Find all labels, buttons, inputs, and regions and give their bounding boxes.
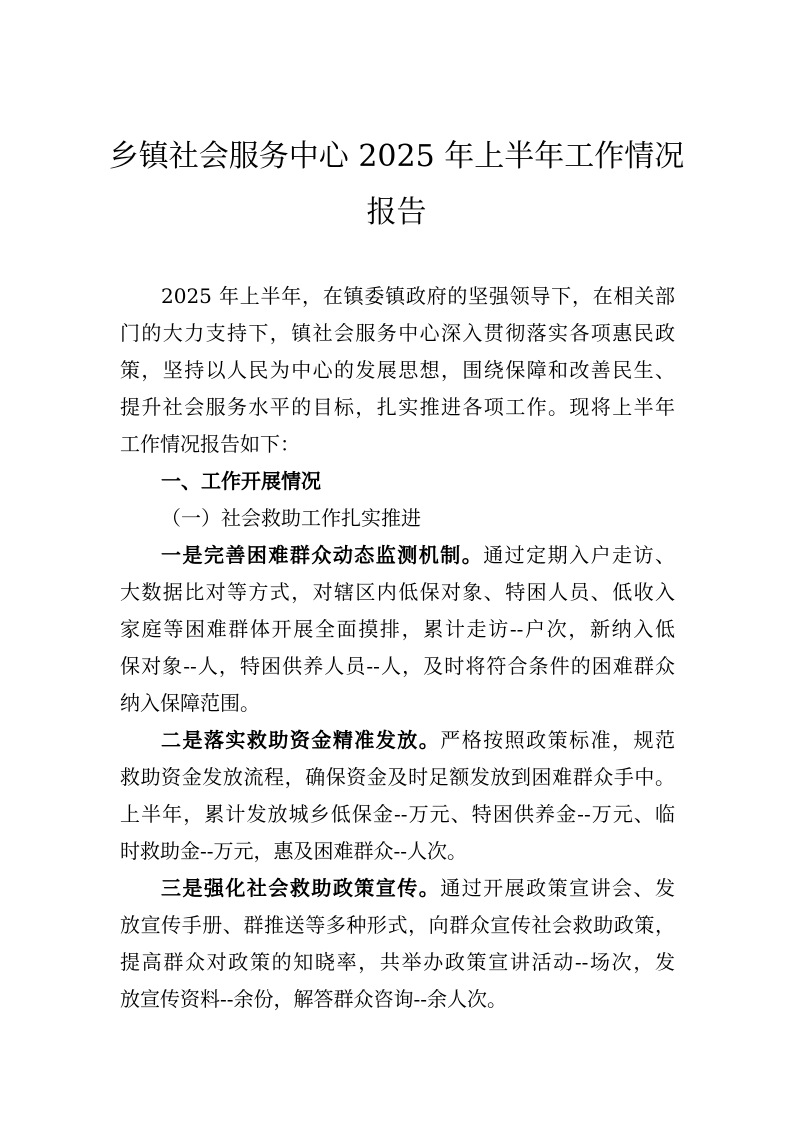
subsection-heading: （一）社会救助工作扎实推进 — [161, 506, 421, 530]
intro-line-1: 2025 年上半年，在镇委镇政府的坚强领导下，在相关部 — [161, 284, 675, 308]
item-1-rest: 通过定期入户走访、 — [483, 543, 676, 567]
item-1-line-5: 纳入保障范围。 — [120, 691, 260, 715]
item-1-line-2: 大数据比对等方式，对辖区内低保对象、特困人员、低收入 — [120, 580, 675, 604]
item-1-lead: 一是完善困难群众动态监测机制。 — [161, 543, 484, 567]
intro-line-4: 提升社会服务水平的目标，扎实推进各项工作。现将上半年 — [120, 395, 675, 419]
item-1-line-4: 保对象--人，特困供养人员--人，及时将符合条件的困难群众 — [120, 654, 675, 678]
item-2-line-4: 时救助金--万元，惠及困难群众--人次。 — [120, 839, 468, 863]
item-2-first-line — [161, 722, 675, 759]
item-3-line-2: 放宣传手册、群推送等多种形式，向群众宣传社会救助政策， — [120, 913, 675, 937]
item-3-rest: 通过开展政策宣讲会、发 — [440, 876, 676, 900]
item-1-line-3: 家庭等困难群体开展全面摸排，累计走访--户次，新纳入低 — [120, 617, 675, 641]
document-title-line-1: 乡镇社会服务中心 2025 年上半年工作情况 — [108, 139, 685, 174]
item-3-line-4: 放宣传资料--余份，解答群众咨询--余人次。 — [120, 987, 508, 1011]
item-3-first-line — [161, 870, 675, 907]
item-2-line-3: 上半年，累计发放城乡低保金--万元、特困供养金--万元、临 — [120, 802, 675, 826]
item-2-line-2: 救助资金发放流程，确保资金及时足额发放到困难群众手中。 — [120, 765, 675, 789]
document-title-line-2: 报告 — [366, 195, 427, 230]
item-2-rest: 严格按照政策标准，规范 — [440, 728, 676, 752]
section-heading: 一、工作开展情况 — [161, 469, 321, 493]
item-1-first-line — [161, 537, 675, 574]
item-3-line-3: 提高群众对政策的知晓率，共举办政策宣讲活动--场次，发 — [120, 950, 675, 974]
intro-line-5: 工作情况报告如下： — [120, 432, 300, 456]
intro-line-3: 策，坚持以人民为中心的发展思想，围绕保障和改善民生、 — [120, 358, 675, 382]
item-2-lead: 二是落实救助资金精准发放。 — [161, 728, 441, 752]
item-3-lead: 三是强化社会救助政策宣传。 — [161, 876, 441, 900]
intro-line-2: 门的大力支持下，镇社会服务中心深入贯彻落实各项惠民政 — [120, 321, 675, 345]
document-body — [120, 278, 680, 1028]
